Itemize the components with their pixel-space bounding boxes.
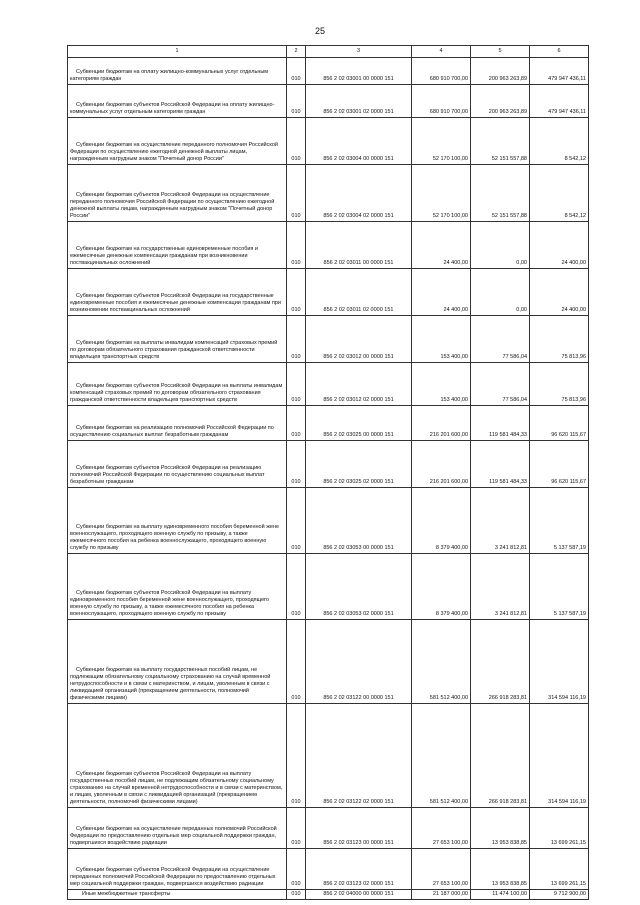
row-name: Субвенции бюджетам на реализацию полномочий Российской Федерации по осуществлению социальных выплат безработным гражданам — [68, 406, 287, 441]
row-remaining-amount: 8 542,12 — [530, 118, 589, 165]
row-kbk: 856 2 02 03001 00 0000 151 — [306, 58, 412, 85]
table-row — [68, 165, 589, 222]
row-plan-amount: 27 653 100,00 — [412, 849, 471, 890]
row-remaining-amount: 479 947 436,11 — [530, 85, 589, 118]
row-name: Субвенции бюджетам субъектов Российской Федерации на осуществление переданных полномочий Российской Федерации по предоставлению отдельных мер социальной поддержки граждан, подвергшихся воздействию радиации — [68, 849, 287, 890]
table-row — [68, 441, 589, 488]
row-plan-amount: 216 201 600,00 — [412, 406, 471, 441]
row-remaining-amount: 24 400,00 — [530, 222, 589, 269]
row-kbk: 856 2 02 03025 02 0000 151 — [306, 441, 412, 488]
row-remaining-amount: 5 137 587,19 — [530, 554, 589, 620]
table-row — [68, 363, 589, 406]
row-code: 010 — [287, 316, 306, 363]
row-name: Субвенции бюджетам на оплату жилищно-коммунальных услуг отдельным категориям граждан — [68, 58, 287, 85]
row-plan-amount: 153 400,00 — [412, 316, 471, 363]
column-header: 3 — [306, 46, 412, 58]
table-row — [68, 488, 589, 554]
row-plan-amount: 581 512 400,00 — [412, 704, 471, 808]
row-kbk: 856 2 02 03123 00 0000 151 — [306, 808, 412, 849]
row-executed-amount: 13 953 838,85 — [471, 808, 530, 849]
row-code: 010 — [287, 488, 306, 554]
row-name: Субвенции бюджетам субъектов Российской Федерации на выплату государственных пособий лицам, не подлежащим обязательному социальному страхованию на случай временной нетрудоспособности и в связи с материнством, и лицам, уволенным в связи с ликвидацией организаций (прекращением деятельности, полномочий физическими лицами) — [68, 704, 287, 808]
row-name: Субвенции бюджетам на осуществление переданных полномочий Российской Федерации по предоставлению отдельных мер социальной поддержки граждан, подвергшихся воздействию радиации — [68, 808, 287, 849]
row-plan-amount: 153 400,00 — [412, 363, 471, 406]
row-name: Субвенции бюджетам субъектов Российской Федерации на осуществление переданного полномочия Российской Федерации по осуществлению ежегодной денежной выплаты лицам, награжденным нагрудным знаком "Почетный донор России" — [68, 165, 287, 222]
row-name: Субвенции бюджетам на выплаты инвалидам компенсаций страховых премий по договорам обязательного страхования гражданской ответственности владельцев транспортных средств — [68, 316, 287, 363]
row-kbk: 856 2 02 03011 00 0000 151 — [306, 222, 412, 269]
row-plan-amount: 216 201 600,00 — [412, 441, 471, 488]
row-executed-amount: 77 586,04 — [471, 363, 530, 406]
table-row — [68, 316, 589, 363]
row-remaining-amount: 9 712 900,00 — [530, 890, 589, 900]
row-remaining-amount: 13 699 261,15 — [530, 808, 589, 849]
table-row — [68, 554, 589, 620]
row-remaining-amount: 13 699 261,15 — [530, 849, 589, 890]
row-code: 010 — [287, 704, 306, 808]
row-name: Субвенции бюджетам на выплату единовременного пособия беременной жене военнослужащего, проходящего военную службу по призыву, а также ежемесячного пособия на ребенка военнослужащего, проходящего военную службу по призыву — [68, 488, 287, 554]
row-executed-amount: 119 581 484,33 — [471, 441, 530, 488]
row-name: Субвенции бюджетам на осуществление переданного полномочия Российской Федерации по осуществлению ежегодной денежной выплаты лицам, награжденным нагрудным знаком "Почетный донор России" — [68, 118, 287, 165]
row-plan-amount: 24 400,00 — [412, 269, 471, 316]
row-remaining-amount: 75 813,96 — [530, 316, 589, 363]
table-row — [68, 808, 589, 849]
row-executed-amount: 200 963 263,89 — [471, 85, 530, 118]
row-name: Субвенции бюджетам на государственные единовременные пособия и ежемесячные денежные компенсации гражданам при возникновении поствакцинальных осложнений — [68, 222, 287, 269]
row-kbk: 856 2 02 03004 02 0000 151 — [306, 165, 412, 222]
row-code: 010 — [287, 269, 306, 316]
row-name: Субвенции бюджетам на выплату государственных пособий лицам, не подлежащим обязательному социальному страхованию на случай временной нетрудоспособности и в связи с материнством, и лицам, уволенным в связи с ликвидацией организаций (прекращением деятельности, полномочий физическими лицами) — [68, 620, 287, 704]
row-code: 010 — [287, 118, 306, 165]
row-code: 010 — [287, 165, 306, 222]
row-code: 010 — [287, 554, 306, 620]
row-remaining-amount: 96 620 115,67 — [530, 406, 589, 441]
row-kbk: 856 2 02 03122 00 0000 151 — [306, 620, 412, 704]
table-row — [68, 704, 589, 808]
row-kbk: 856 2 02 04000 00 0000 151 — [306, 890, 412, 900]
row-plan-amount: 21 187 000,00 — [412, 890, 471, 900]
row-code: 010 — [287, 808, 306, 849]
row-code: 010 — [287, 58, 306, 85]
row-executed-amount: 119 581 484,33 — [471, 406, 530, 441]
table-row — [68, 85, 589, 118]
column-header: 5 — [471, 46, 530, 58]
page-number: 25 — [314, 26, 325, 36]
row-code: 010 — [287, 406, 306, 441]
row-plan-amount: 680 910 700,00 — [412, 85, 471, 118]
row-plan-amount: 27 653 100,00 — [412, 808, 471, 849]
table-row — [68, 620, 589, 704]
row-executed-amount: 3 241 812,81 — [471, 554, 530, 620]
row-code: 010 — [287, 849, 306, 890]
row-code: 010 — [287, 222, 306, 269]
row-executed-amount: 77 586,04 — [471, 316, 530, 363]
row-remaining-amount: 96 620 115,67 — [530, 441, 589, 488]
row-executed-amount: 3 241 812,81 — [471, 488, 530, 554]
table-row — [68, 118, 589, 165]
row-executed-amount: 0,00 — [471, 222, 530, 269]
row-remaining-amount: 8 542,12 — [530, 165, 589, 222]
table-row — [68, 58, 589, 85]
row-name: Субвенции бюджетам субъектов Российской Федерации на реализацию полномочий Российской Федерации по осуществлению социальных выплат безработным гражданам — [68, 441, 287, 488]
row-executed-amount: 200 963 263,89 — [471, 58, 530, 85]
row-plan-amount: 8 379 400,00 — [412, 488, 471, 554]
row-kbk: 856 2 02 03012 00 0000 151 — [306, 316, 412, 363]
row-plan-amount: 52 170 100,00 — [412, 165, 471, 222]
row-name: Субвенции бюджетам субъектов Российской Федерации на государственные единовременные пособия и ежемесячные денежные компенсации гражданам при возникновении поствакцинальных осложнений — [68, 269, 287, 316]
row-executed-amount: 266 918 283,81 — [471, 704, 530, 808]
row-remaining-amount: 5 137 587,19 — [530, 488, 589, 554]
row-name: Иные межбюджетные трансферты — [68, 890, 287, 900]
row-kbk: 856 2 02 03053 02 0000 151 — [306, 554, 412, 620]
row-kbk: 856 2 02 03004 00 0000 151 — [306, 118, 412, 165]
row-code: 010 — [287, 441, 306, 488]
row-remaining-amount: 314 594 116,19 — [530, 704, 589, 808]
row-kbk: 856 2 02 03025 00 0000 151 — [306, 406, 412, 441]
row-code: 010 — [287, 363, 306, 406]
row-executed-amount: 13 953 838,85 — [471, 849, 530, 890]
row-kbk: 856 2 02 03001 02 0000 151 — [306, 85, 412, 118]
row-kbk: 856 2 02 03011 02 0000 151 — [306, 269, 412, 316]
table-row — [68, 890, 589, 900]
header-row — [68, 46, 589, 58]
row-kbk: 856 2 02 03012 02 0000 151 — [306, 363, 412, 406]
row-plan-amount: 680 910 700,00 — [412, 58, 471, 85]
row-plan-amount: 52 170 100,00 — [412, 118, 471, 165]
row-executed-amount: 0,00 — [471, 269, 530, 316]
row-kbk: 856 2 02 03122 02 0000 151 — [306, 704, 412, 808]
row-executed-amount: 11 474 100,00 — [471, 890, 530, 900]
row-executed-amount: 266 918 283,81 — [471, 620, 530, 704]
row-executed-amount: 52 151 557,88 — [471, 165, 530, 222]
column-header: 2 — [287, 46, 306, 58]
table-row — [68, 269, 589, 316]
row-executed-amount: 52 151 557,88 — [471, 118, 530, 165]
row-code: 010 — [287, 620, 306, 704]
row-name: Субвенции бюджетам субъектов Российской Федерации на оплату жилищно-коммунальных услуг отдельным категориям граждан — [68, 85, 287, 118]
row-name: Субвенции бюджетам субъектов Российской Федерации на выплату единовременного пособия беременной жене военнослужащего, проходящего военную службу по призыву, а также ежемесячного пособия на ребенка военнослужащего, проходящего военную службу по призыву — [68, 554, 287, 620]
row-plan-amount: 24 400,00 — [412, 222, 471, 269]
row-kbk: 856 2 02 03053 00 0000 151 — [306, 488, 412, 554]
column-header: 1 — [68, 46, 287, 58]
table-row — [68, 849, 589, 890]
budget-table — [67, 45, 589, 900]
row-remaining-amount: 75 813,96 — [530, 363, 589, 406]
row-remaining-amount: 479 947 436,11 — [530, 58, 589, 85]
row-kbk: 856 2 02 03123 02 0000 151 — [306, 849, 412, 890]
column-header: 4 — [412, 46, 471, 58]
row-code: 010 — [287, 85, 306, 118]
table-row — [68, 222, 589, 269]
row-remaining-amount: 314 594 116,19 — [530, 620, 589, 704]
table-row — [68, 406, 589, 441]
row-plan-amount: 8 379 400,00 — [412, 554, 471, 620]
column-header: 6 — [530, 46, 589, 58]
row-name: Субвенции бюджетам субъектов Российской Федерации на выплаты инвалидам компенсаций страховых премий по договорам обязательного страхования гражданской ответственности владельцев транспортных средств — [68, 363, 287, 406]
row-plan-amount: 581 512 400,00 — [412, 620, 471, 704]
row-code: 010 — [287, 890, 306, 900]
row-remaining-amount: 24 400,00 — [530, 269, 589, 316]
